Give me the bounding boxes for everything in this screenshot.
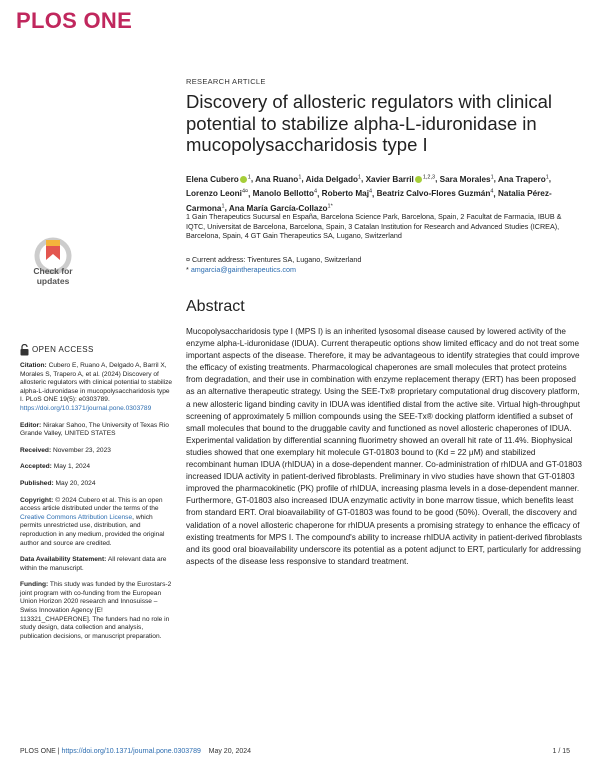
page-footer (20, 748, 580, 755)
author-affiliation-marker: 4 (490, 188, 494, 195)
journal-logo: PLOS ONE (16, 8, 133, 33)
author-affiliation-marker: 1 (298, 174, 302, 180)
author[interactable] (440, 175, 494, 184)
author-affiliation-marker: 1 (357, 174, 362, 180)
abstract-text: Mucopolysaccharidosis type I (MPS I) is an inherited lysosomal disease caused by lowered activity of the enzyme alpha-L-iduronidase (IDUA). Current therapeutic options show limited efficacy and do not treat some important aspects of the disease. Therefore, it may be advantageous to identify strategies that could improve the efficacy of existing treatments. Pharmacological chaperones are small molecules that protect proteins from degradation, and their use in combination with enzyme replacement therapy (ERT) has been proposed as an alternative therapeutic strategy. Using the SEE-Tx® proprietary computational drug discovery platform, a new allosteric ligand binding cavity in IDUA was identified distal from the active site. Virtual high-throughput screening of approximately 5 million compounds using the SEE-Tx® docking platform identified a subset of small molecules that bound to the druggable cavity and functioned as novel allosteric chaperones of IDUA. Experimental validation by differential scanning fluorimetry showed an overall hit rate of 11.4%. Biophysical studies showed that one exemplary hit molecule GT-01803 bound to (Kd = 22 μM) and stabilized recombinant human IDUA (rhIDUA) in a dose-dependent manner. Co-administration of rhIDUA and GT-01803 increased IDUA activity in patient-derived fibroblasts. Preliminary in vivo studies have shown that GT-01803 improved the pharmacokinetic (PK) profile of rhIDUA, increasing plasma levels in a dose-dependent manner. Furthermore, GT-01803 also increased IDUA enzymatic activity in bone marrow tissue, which benefits least from standard ERT. Oral bioavailability of GT-01803 was found to be good (50%). Overall, the discovery and validation of a novel allosteric chaperone for rhIDUA presents a promising strategy to enhance the efficacy of existing treatments for MPS I. The compound's ability to increase rhIDUA activity in patient-derived fibroblasts and its good oral bioavailability underscore its potential as a potent adjunct to ERT, particularly for addressing aspects of the disease less responsive to standard treatment. (186, 327, 582, 566)
current-address: ¤ Current address: Tiventures SA, Lugano, Switzerland (186, 255, 362, 264)
orcid-icon[interactable] (415, 176, 422, 183)
accepted-date: May 1, 2024 (53, 463, 91, 471)
copyright-text: © 2024 Cubero et al. This is an open access article distributed under the terms of the (20, 496, 163, 513)
editor-text: Nirakar Sahoo, The University of Texas Rio Grande Valley, UNITED STATES (20, 421, 169, 438)
author[interactable] (186, 175, 251, 184)
published (20, 480, 175, 489)
received-date: November 23, 2023 (53, 446, 111, 454)
author[interactable] (306, 175, 361, 184)
affiliations: 1 Gain Therapeutics Sucursal en España, Barcelona Science Park, Barcelona, Spain, 2 Facultat de Farmacia, IBUB & IQTC, Universitat de Barcelona, Barcelona, Spain, 3 Catalan Institution for Research and Advanced Studies (ICREA), Barcelona, Spain, 4 GT Gain Therapeutics SA, Lugano, Switzerland (186, 212, 562, 241)
citation-doi-link[interactable]: https://doi.org/10.1371/journal.pone.0303789 (20, 404, 152, 412)
author[interactable] (366, 175, 435, 184)
data-availability-text: All relevant data are within the manuscript. (20, 556, 167, 572)
author-notes (186, 255, 576, 274)
funding-text: This study was funded by the Eurostars-2 joint program with co-funding from the European Union Horizon 2020 research and Innosuisse – Swiss Innovation Agency [E! 113321_CHAPERONE]. The funders had no role in study design, data collection and analysis, publication decisions, or manuscript preparation. (20, 581, 172, 640)
abstract-heading: Abstract (186, 298, 245, 315)
open-access-icon (20, 343, 29, 361)
accepted-label: Accepted: (20, 463, 52, 471)
license-link[interactable]: Creative Commons Attribution License (20, 513, 133, 521)
footer-doi-link[interactable]: https://doi.org/10.1371/journal.pone.0303789 (61, 748, 201, 755)
author[interactable] (186, 189, 248, 198)
author-name: Sara Morales (439, 174, 491, 184)
author-name: Natalia Pérez-Carmona (186, 189, 552, 214)
published-date: May 20, 2024 (55, 479, 96, 487)
orcid-icon[interactable] (240, 176, 247, 183)
editor (20, 422, 175, 439)
author-name: Beatriz Calvo-Flores Guzmán (376, 189, 491, 199)
author[interactable] (255, 175, 301, 184)
author-affiliation-marker: 1 (490, 174, 494, 180)
author-affiliation-marker: 1 (247, 174, 251, 180)
accepted (20, 463, 175, 472)
badge-line-2: updates (36, 276, 70, 286)
author[interactable] (253, 189, 317, 198)
author-affiliation-marker: 4¤ (241, 188, 249, 195)
author-name: Aida Delgado (305, 174, 358, 184)
footer-date: May 20, 2024 (208, 748, 252, 755)
data-availability (20, 556, 175, 573)
author-name: Elena Cubero (186, 174, 239, 184)
article-type: RESEARCH ARTICLE (186, 77, 266, 86)
corresponding-email-link[interactable]: amgarcia@gaintherapeutics.com (190, 264, 296, 274)
data-availability-label: Data Availability Statement: (20, 556, 107, 564)
received (20, 447, 175, 456)
article-info-sidebar (20, 362, 175, 649)
badge-line-1: Check for (33, 266, 73, 276)
copyright (20, 497, 175, 549)
corresponding-marker: * (186, 264, 189, 274)
author-name: Manolo Bellotto (252, 189, 315, 199)
published-label: Published: (20, 479, 54, 487)
copyright-text-end: , which permits unrestricted use, distribution, and reproduction in any medium, provided the original author and source are credited. (20, 513, 165, 547)
funding-label: Funding: (20, 581, 49, 589)
open-access-label: OPEN ACCESS (32, 345, 94, 354)
author-affiliation-marker: 1* (327, 203, 333, 210)
citation-text: Cubero E, Ruano A, Delgado A, Barril X, Morales S, Trapero A, et al. (2024) Discovery of allosteric regulators with clinical potential to stabilize alpha-L-iduronidase in mucopolysaccharidosis type I. PLoS ONE 19(5): e0303789. (20, 362, 173, 404)
author-affiliation-marker: 1 (221, 203, 225, 210)
funding (20, 581, 175, 641)
author-name: Roberto Maj (321, 189, 369, 199)
author-name: Ana Ruano (255, 174, 299, 184)
author-name: Ana María García-Collazo (228, 204, 328, 214)
citation-label: Citation: (20, 362, 47, 369)
author-affiliation-marker: 4 (368, 188, 373, 195)
author-affiliation-marker: 1,2,3 (422, 174, 436, 180)
footer-journal: PLOS ONE | (20, 748, 60, 755)
editor-label: Editor: (20, 421, 42, 429)
copyright-label: Copyright: (20, 496, 54, 504)
author-list: Elena Cubero $^1$, Ana Ruano$^1$, Aida Delgado$^1$, Xavier Barril $^{1,2,3}$, Sara Morales$^1$, Ana Trapero$^1$, Lorenzo Leoni$^{4¤}$, Manolo Bellotto$^4$, Roberto Maj$^4$, Beatriz Calvo-Flores Guzmán$^4$, Natalia Pérez-Carmona$^1$, Ana María García-Collazo$^{1*}$ (186, 174, 552, 214)
author-name: Xavier Barril (365, 174, 414, 184)
author-name: Ana Trapero (497, 174, 546, 184)
author-affiliation-marker: 4 (314, 188, 318, 195)
received-label: Received: (20, 446, 52, 454)
check-for-updates-label (24, 266, 82, 286)
author[interactable] (322, 189, 372, 198)
author[interactable] (498, 175, 549, 184)
citation (20, 362, 175, 414)
author-affiliation-marker: 1 (545, 174, 549, 180)
author-name: Lorenzo Leoni (186, 189, 242, 199)
article-title: Discovery of allosteric regulators with clinical potential to stabilize alpha-L-iduronidase in mucopolysaccharidosis type I (186, 91, 553, 155)
author[interactable] (377, 189, 494, 198)
page-number: 1 / 15 (552, 748, 570, 755)
